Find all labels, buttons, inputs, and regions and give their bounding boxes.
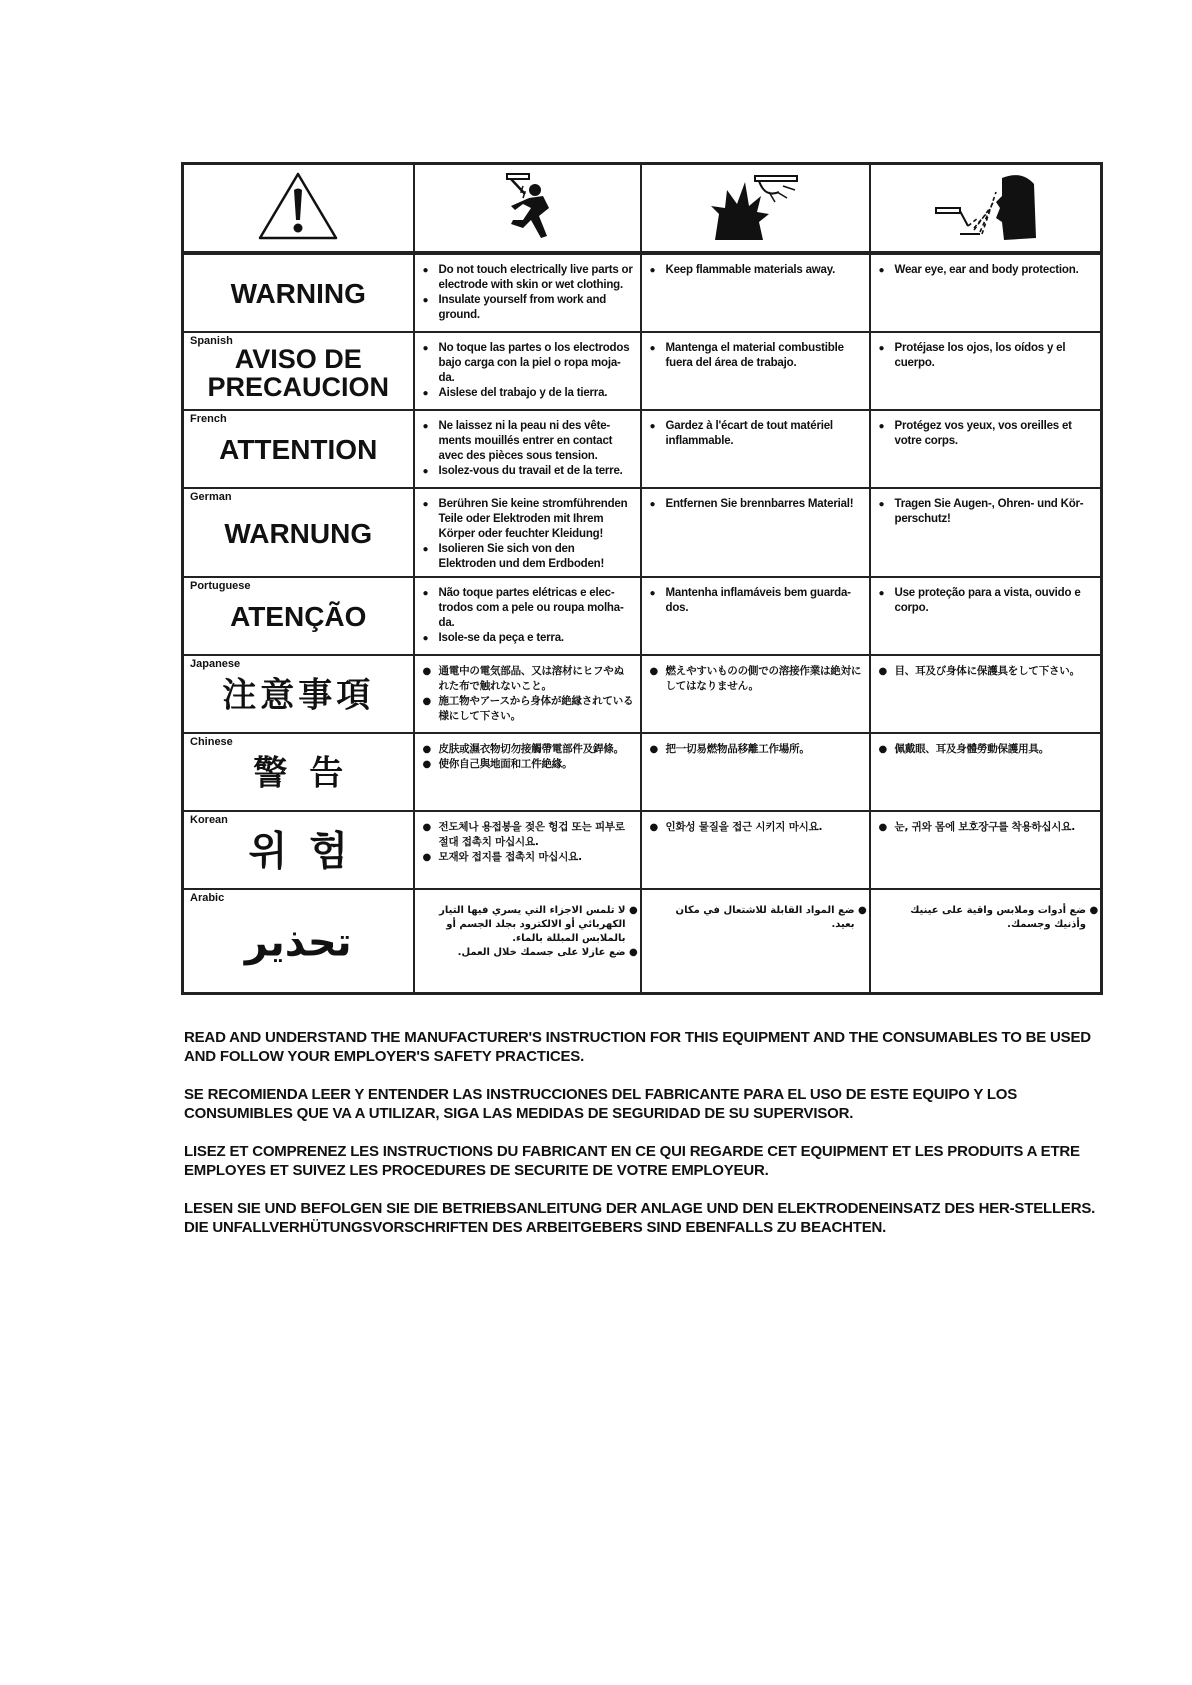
warning-label: AVISO DE PRECAUCION xyxy=(207,344,389,402)
protection-cell xyxy=(870,410,1102,488)
protection-cell xyxy=(870,733,1102,811)
shock-cell xyxy=(414,577,641,655)
shock-cell xyxy=(414,332,641,410)
list-item: ● Isolez-vous du travail et de la terre. xyxy=(439,464,634,479)
language-name: Portuguese xyxy=(190,580,251,592)
label-cell xyxy=(183,332,414,410)
row-korean xyxy=(183,811,1102,889)
label-cell xyxy=(183,655,414,733)
list-item: ● 모재와 접지를 접촉치 마십시요. xyxy=(439,850,634,865)
fire-cell xyxy=(641,488,870,577)
shock-cell xyxy=(414,488,641,577)
list-item: ● 使你自己與地面和工件絶緣。 xyxy=(439,757,634,772)
protection-cell xyxy=(870,889,1102,994)
warning-triangle-icon xyxy=(256,170,340,242)
shock-cell xyxy=(414,889,641,994)
shock-icon-cell xyxy=(414,164,641,254)
list-item: ● لا تلمس الاجزاء التي يسري فيها التيار الكهربائي أو الالكترود بجلد الجسم أو بالملابس المبللة بالماء. xyxy=(425,904,626,946)
fire-cell xyxy=(641,655,870,733)
list-item: ● Tragen Sie Augen-, Ohren- und Kör-perschutz! xyxy=(895,497,1095,527)
warning-label: 注意事項 xyxy=(222,675,375,716)
statement-spanish: SE RECOMIENDA LEER Y ENTENDER LAS INSTRUCCIONES DEL FABRICANTE PARA EL USO DE ESTE EQUIPO Y LOS CONSUMIBLES QUE VA A UTILIZAR, SIGA LAS MEDIDAS DE SEGURIDAD DE SU SUPERVISOR. xyxy=(184,1086,1018,1122)
row-japanese xyxy=(183,655,1102,733)
language-name: French xyxy=(190,413,227,425)
fire-cell xyxy=(641,332,870,410)
list-item: ● 皮肤或濕衣物切勿接觸帶電部件及銲條。 xyxy=(439,742,634,757)
list-item: ● Mantenga el material combustible fuera del área de trabajo. xyxy=(666,341,863,371)
row-spanish xyxy=(183,332,1102,410)
shock-cell xyxy=(414,733,641,811)
protection-icon-cell xyxy=(870,164,1102,254)
warning-table xyxy=(181,162,1103,995)
label-cell xyxy=(183,811,414,889)
protection-cell xyxy=(870,253,1102,332)
row-arabic xyxy=(183,889,1102,994)
language-name: Chinese xyxy=(190,736,233,748)
list-item: ● Aislese del trabajo y de la tierra. xyxy=(439,386,634,401)
list-item: ● No toque las partes o los electrodos bajo carga con la piel o ropa moja-da. xyxy=(439,341,634,386)
fire-cell xyxy=(641,811,870,889)
fire-cell xyxy=(641,889,870,994)
fire-cell xyxy=(641,253,870,332)
protection-cell xyxy=(870,577,1102,655)
list-item: ● 通電中の電気部品、又は溶材にヒフやぬれた布で触れないこと。 xyxy=(439,664,634,694)
list-item: ● 佩戴眼、耳及身體勞動保護用具。 xyxy=(895,742,1095,757)
warning-label: ATENÇÃO xyxy=(230,601,367,633)
warning-icon-cell xyxy=(183,164,414,254)
fire-cell xyxy=(641,410,870,488)
electric-shock-icon xyxy=(485,168,569,244)
protection-cell xyxy=(870,811,1102,889)
language-name: Korean xyxy=(190,814,228,826)
shock-cell xyxy=(414,655,641,733)
row-german xyxy=(183,488,1102,577)
statement-english: READ AND UNDERSTAND THE MANUFACTURER'S INSTRUCTION FOR THIS EQUIPMENT AND THE CONSUMABLES TO BE USED AND FOLLOW YOUR EMPLOYER'S SAFETY PRACTICES. xyxy=(184,1029,1091,1065)
list-item: ● Use proteção para a vista, ouvido e corpo. xyxy=(895,586,1095,616)
list-item: ● 施工物やアースから身体が絶縁されている様にして下さい。 xyxy=(439,694,634,724)
list-item: ● 把一切易燃物品移離工作場所。 xyxy=(666,742,863,757)
eye-ear-protection-icon xyxy=(930,168,1040,244)
icon-row xyxy=(183,164,1102,254)
instruction-statements xyxy=(184,1028,1104,1256)
list-item: ● Isolieren Sie sich von den Elektroden und dem Erdboden! xyxy=(439,542,634,572)
list-item: ● Isole-se da peça e terra. xyxy=(439,631,634,646)
language-name: German xyxy=(190,491,232,503)
shock-cell xyxy=(414,410,641,488)
list-item: ● Wear eye, ear and body protection. xyxy=(895,263,1095,278)
label-cell xyxy=(183,253,414,332)
list-item: ● 目、耳及び身体に保護具をして下さい。 xyxy=(895,664,1095,679)
label-cell xyxy=(183,410,414,488)
label-cell xyxy=(183,488,414,577)
warning-label: WARNUNG xyxy=(224,517,373,549)
list-item: ● ضع عازلا على جسمك خلال العمل. xyxy=(425,946,626,960)
label-cell xyxy=(183,889,414,994)
row-portuguese xyxy=(183,577,1102,655)
list-item: ● Keep flammable materials away. xyxy=(666,263,863,278)
list-item: ● Não toque partes elétricas e elec-trodos com a pele ou roupa molha-da. xyxy=(439,586,634,631)
label-cell xyxy=(183,733,414,811)
list-item: ● Ne laissez ni la peau ni des vête-ments mouillés entrer en contact avec des pièces sous tension. xyxy=(439,419,634,464)
list-item: ● 燃えやすいものの側での溶接作業は絶対にしてはなりません。 xyxy=(666,664,863,694)
protection-cell xyxy=(870,488,1102,577)
list-item: ● Gardez à l'écart de tout matériel inflammable. xyxy=(666,419,863,449)
label-cell xyxy=(183,577,414,655)
list-item: ● 전도체나 용접봉을 젖은 헝겁 또는 피부로 절대 접촉치 마십시요. xyxy=(439,820,634,850)
list-item: ● 인화성 물질을 접근 시키지 마시요. xyxy=(666,820,863,835)
protection-cell xyxy=(870,655,1102,733)
list-item: ● Insulate yourself from work and ground. xyxy=(439,293,634,323)
row-chinese xyxy=(183,733,1102,811)
list-item: ● 눈, 귀와 몸에 보호장구를 착용하십시요. xyxy=(895,820,1095,835)
statement-german: LESEN SIE UND BEFOLGEN SIE DIE BETRIEBSANLEITUNG DER ANLAGE UND DEN ELEKTRODENEINSATZ DES HER-STELLERS. DIE UNFALLVERHÜTUNGSVORSCHRIFTEN DES ARBEITGEBERS SIND EBENFALLS ZU BEACHTEN. xyxy=(184,1200,1096,1236)
list-item: ● Do not touch electrically live parts or electrode with skin or wet clothing. xyxy=(439,263,634,293)
warning-label: WARNING xyxy=(230,278,366,310)
language-name: Spanish xyxy=(190,335,233,347)
fire-icon-cell xyxy=(641,164,870,254)
list-item: ● Protégez vos yeux, vos oreilles et votre corps. xyxy=(895,419,1095,449)
fire-cell xyxy=(641,733,870,811)
list-item: ● ضع أدوات وملابس واقية على عينيك وأذنيك وجسمك. xyxy=(881,904,1087,932)
warning-label: تحذير xyxy=(244,919,352,966)
fire-cell xyxy=(641,577,870,655)
list-item: ● Mantenha inflamáveis bem guarda-dos. xyxy=(666,586,863,616)
language-name: Arabic xyxy=(190,892,225,904)
shock-cell xyxy=(414,253,641,332)
shock-cell xyxy=(414,811,641,889)
list-item: ● Entfernen Sie brennbarres Material! xyxy=(666,497,863,512)
fire-explosion-icon xyxy=(705,168,805,244)
warning-label: 警告 xyxy=(253,753,366,794)
list-item: ● Berühren Sie keine stromführenden Teile oder Elektroden mit Ihrem Körper oder feuchter Kleidung! xyxy=(439,497,634,542)
protection-cell xyxy=(870,332,1102,410)
warning-label: ATTENTION xyxy=(219,434,378,466)
warning-label: 위험 xyxy=(248,828,370,875)
row-english xyxy=(183,253,1102,332)
statement-french: LISEZ ET COMPRENEZ LES INSTRUCTIONS DU FABRICANT EN CE QUI REGARDE CET EQUIPMENT ET LES PRODUITS A ETRE EMPLOYES ET SUIVEZ LES PROCEDURES DE SECURITE DE VOTRE EMPLOYEUR. xyxy=(184,1143,1080,1179)
list-item: ● Protéjase los ojos, los oídos y el cuerpo. xyxy=(895,341,1095,371)
language-name: Japanese xyxy=(190,658,241,670)
list-item: ● ضع المواد القابلة للاشتعال في مكان بعيد. xyxy=(652,904,855,932)
row-french xyxy=(183,410,1102,488)
